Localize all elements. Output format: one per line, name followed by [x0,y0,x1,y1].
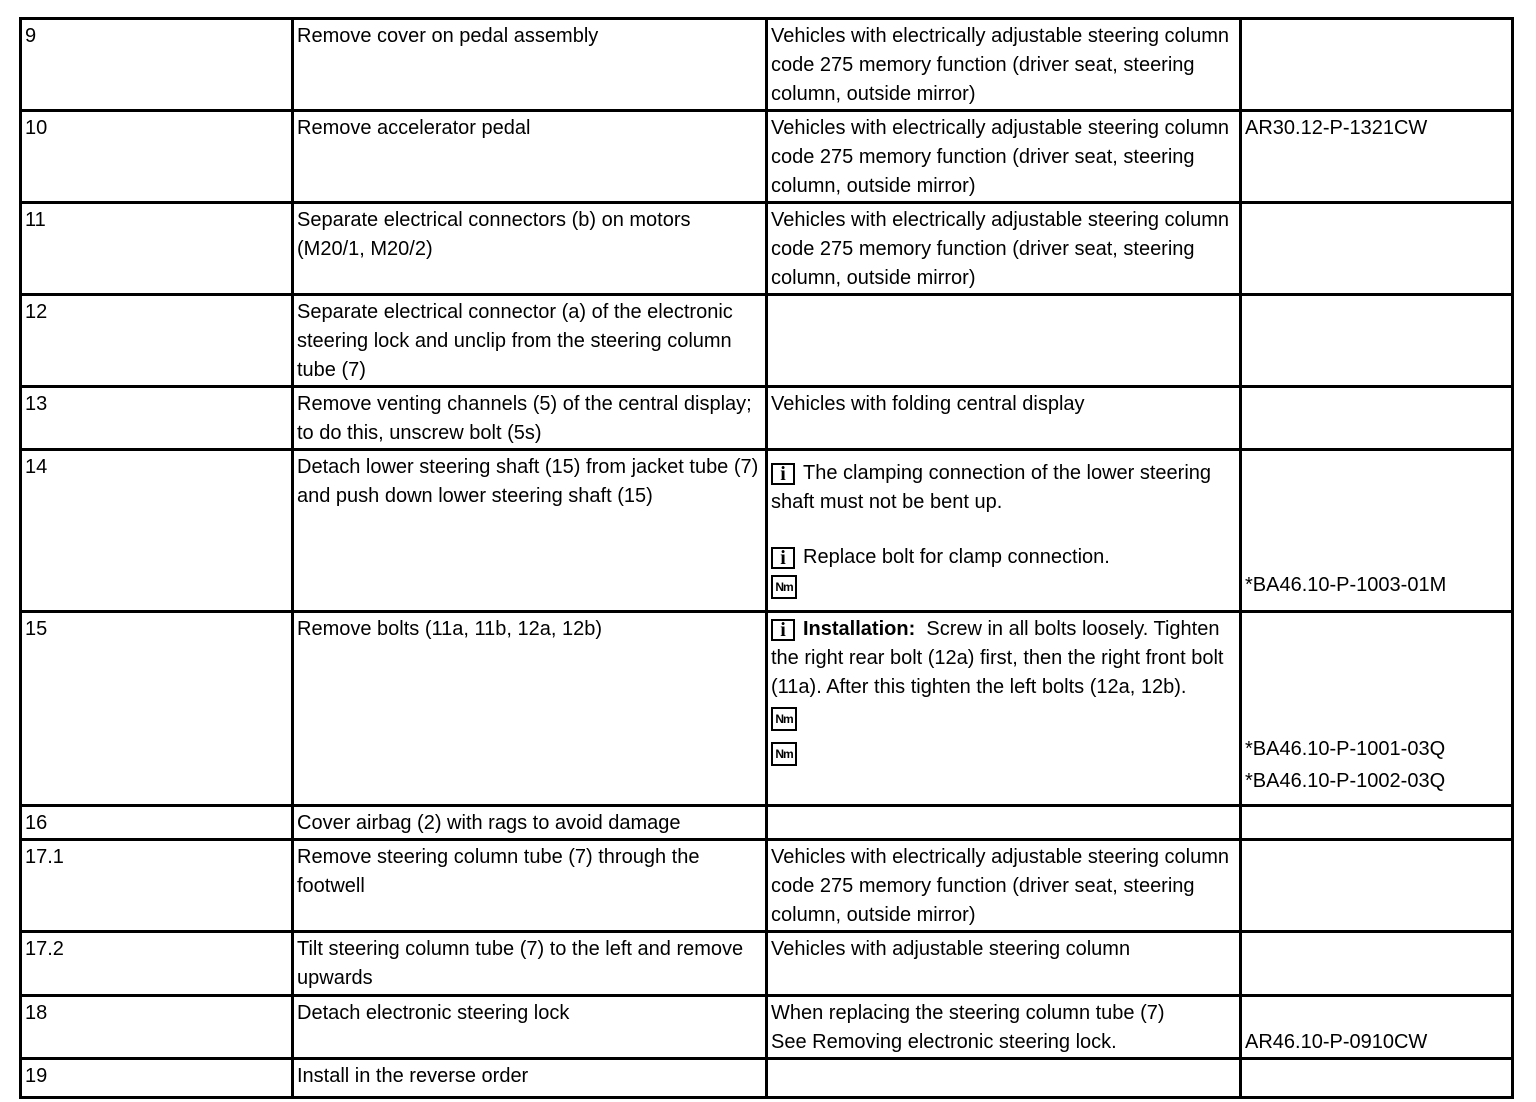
torque-icon[interactable]: Nm [771,575,797,599]
step-note [767,996,1241,1059]
torque-line [771,704,1235,733]
table-row [21,806,1513,840]
reference-link[interactable]: AR46.10-P-0910CW [1245,1031,1428,1053]
step-note [767,295,1241,387]
step-action: Remove accelerator pedal [293,111,767,203]
table-row [21,203,1513,295]
step-number: 9 [21,19,293,111]
torque-line [771,572,1235,601]
see-link[interactable]: See Removing electronic steering lock. [771,1031,1117,1053]
step-action: Remove venting channels (5) of the central display; to do this, unscrew bolt (5s) [293,387,767,450]
step-reference [1241,612,1513,806]
step-note: Vehicles with electrically adjustable steering column code 275 memory function (driver seat, steering column, outside mirror) [767,840,1241,932]
info-icon: i [771,619,795,641]
info-label: Installation: [803,618,916,640]
step-reference [1241,806,1513,840]
step-action: Remove cover on pedal assembly [293,19,767,111]
step-action: Detach electronic steering lock [293,996,767,1059]
table-row [21,387,1513,450]
step-reference [1241,1059,1513,1098]
step-reference [1241,19,1513,111]
step-number: 12 [21,295,293,387]
step-note: Vehicles with adjustable steering column [767,932,1241,996]
step-reference [1241,295,1513,387]
info-note [771,615,1235,702]
step-reference [1241,932,1513,996]
info-text: Screw in all bolts loosely. Tighten the right rear bolt (12a) first, then the right front bolt (11a). After this tighten the left bolts (12a, 12b). [771,618,1224,698]
table-row [21,111,1513,203]
table-row [21,612,1513,806]
info-text: The clamping connection of the lower steering shaft must not be bent up. [771,462,1212,513]
table-row [21,450,1513,612]
step-number: 17.1 [21,840,293,932]
procedure-table [19,17,1514,1099]
table-row [21,840,1513,932]
step-reference [1241,996,1513,1059]
note-text: When replacing the steering column tube (7) [771,1002,1165,1024]
step-action: Separate electrical connectors (b) on motors (M20/1, M20/2) [293,203,767,295]
step-number: 10 [21,111,293,203]
table-row [21,295,1513,387]
step-number: 13 [21,387,293,450]
step-action: Install in the reverse order [293,1059,767,1098]
step-action: Remove bolts (11a, 11b, 12a, 12b) [293,612,767,806]
step-action: Detach lower steering shaft (15) from jacket tube (7) and push down lower steering shaft (15) [293,450,767,612]
info-note [771,543,1235,572]
info-text: Replace bolt for clamp connection. [803,546,1110,568]
step-reference [1241,203,1513,295]
step-reference-link[interactable]: AR30.12-P-1321CW [1241,111,1513,203]
info-icon: i [771,547,795,569]
step-note: Vehicles with electrically adjustable steering column code 275 memory function (driver seat, steering column, outside mirror) [767,203,1241,295]
info-icon: i [771,463,795,485]
table-row [21,19,1513,111]
torque-reference-link[interactable]: *BA46.10-P-1001-03Q [1245,738,1446,760]
step-number: 15 [21,612,293,806]
torque-reference-link[interactable]: *BA46.10-P-1002-03Q [1245,770,1446,792]
step-number: 16 [21,806,293,840]
torque-icon[interactable]: Nm [771,742,797,766]
step-reference [1241,387,1513,450]
step-note: Vehicles with electrically adjustable steering column code 275 memory function (driver seat, steering column, outside mirror) [767,19,1241,111]
step-note: Vehicles with electrically adjustable steering column code 275 memory function (driver seat, steering column, outside mirror) [767,111,1241,203]
step-action: Separate electrical connector (a) of the electronic steering lock and unclip from the steering column tube (7) [293,295,767,387]
step-action: Tilt steering column tube (7) to the left and remove upwards [293,932,767,996]
step-number: 18 [21,996,293,1059]
info-note [771,459,1235,517]
step-note [767,450,1241,612]
table-row [21,932,1513,996]
torque-reference-link[interactable]: *BA46.10-P-1003-01M [1245,574,1447,596]
table-row [21,1059,1513,1098]
step-number: 11 [21,203,293,295]
step-reference [1241,450,1513,612]
step-reference [1241,840,1513,932]
step-action: Cover airbag (2) with rags to avoid damage [293,806,767,840]
step-number: 17.2 [21,932,293,996]
step-action: Remove steering column tube (7) through the footwell [293,840,767,932]
step-number: 14 [21,450,293,612]
step-note [767,806,1241,840]
step-number: 19 [21,1059,293,1098]
step-note [767,1059,1241,1098]
table-row [21,996,1513,1059]
step-note: Vehicles with folding central display [767,387,1241,450]
step-note [767,612,1241,806]
torque-line [771,739,1235,768]
torque-icon[interactable]: Nm [771,707,797,731]
